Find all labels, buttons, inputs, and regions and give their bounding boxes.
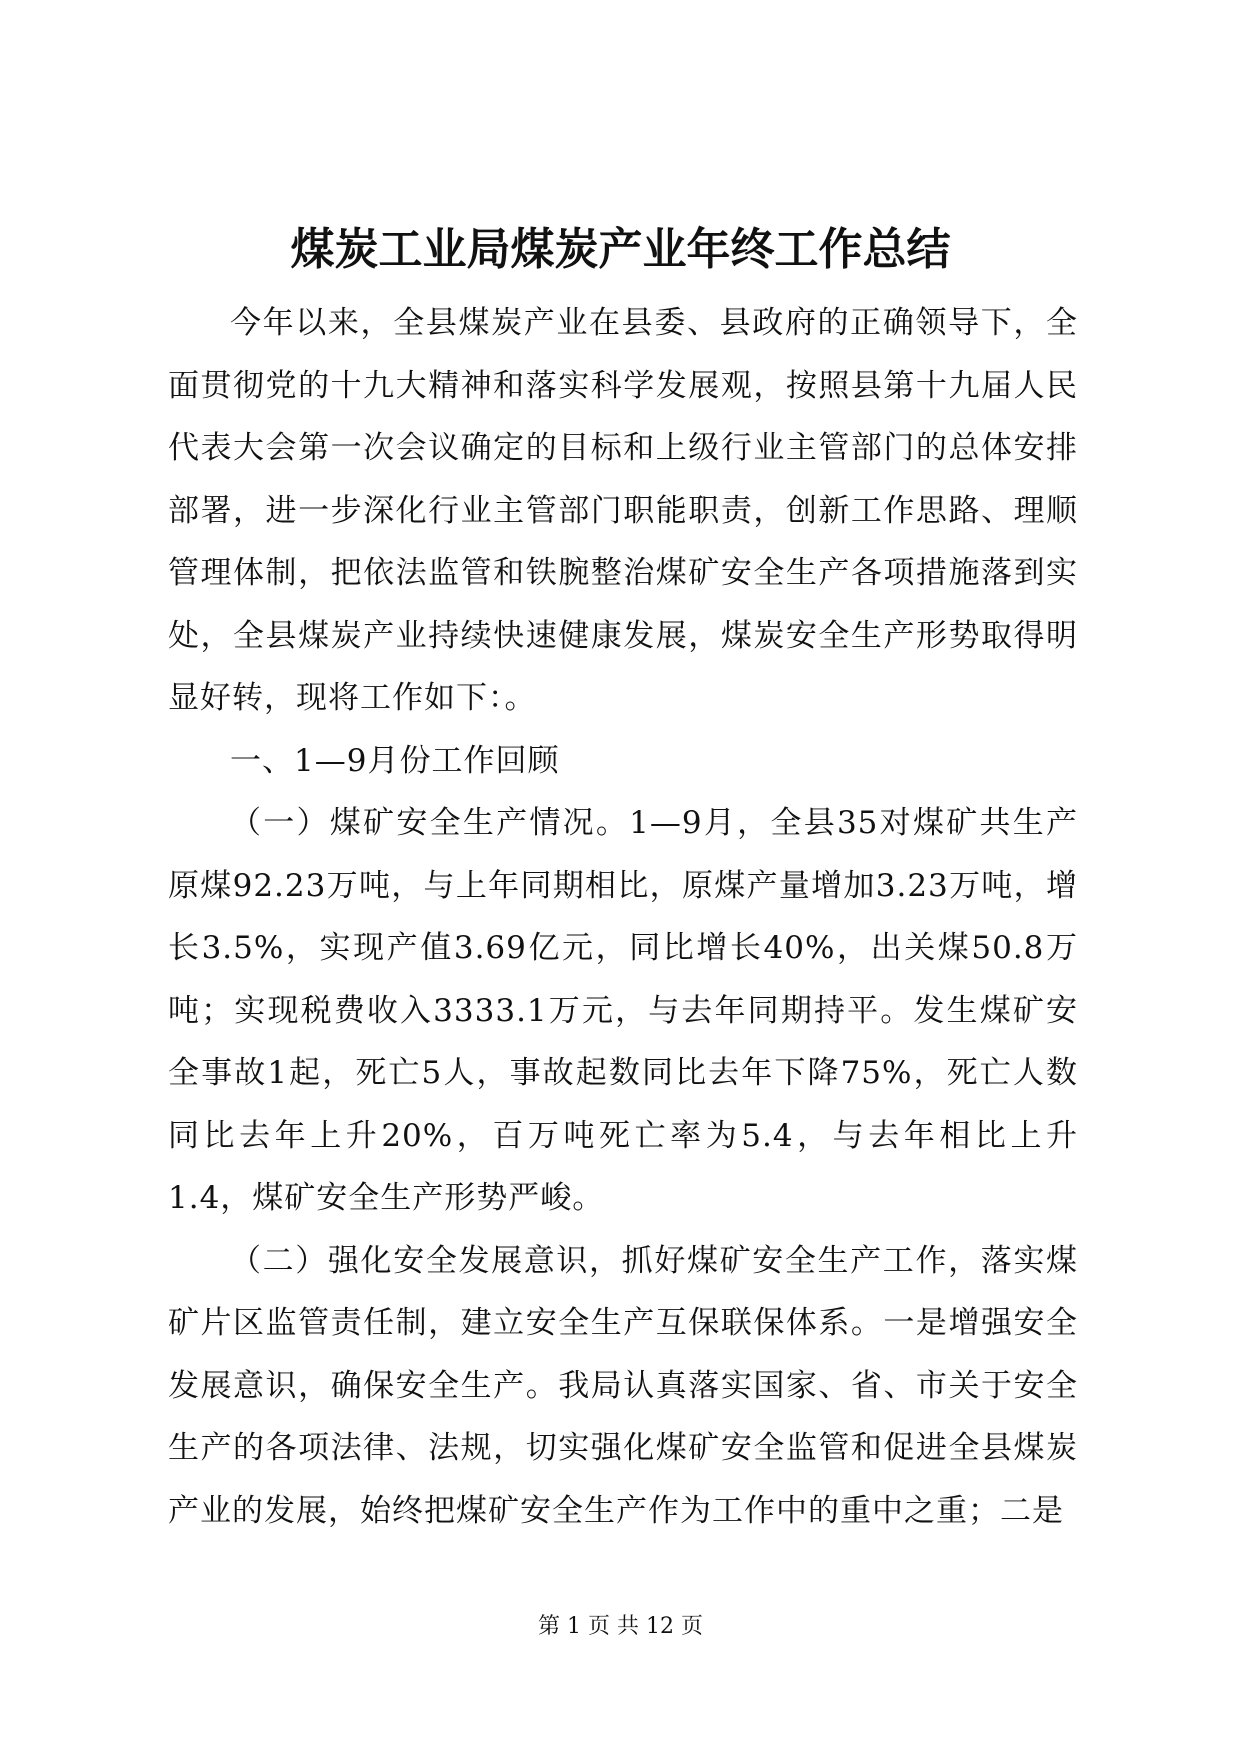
document-body xyxy=(168,292,1078,1542)
document-title: 煤炭工业局煤炭产业年终工作总结 xyxy=(290,224,951,275)
paragraph-safety-awareness: （二）强化安全发展意识，抓好煤矿安全生产工作，落实煤矿片区监管责任制，建立安全生产互保联保体系。一是增强安全发展意识，确保安全生产。我局认真落实国家、省、市关于安全生产的各项法律、法规，切实强化煤矿安全监管和促进全县煤炭产业的发展，始终把煤矿安全生产作为工作中的重中之重；二是 xyxy=(168,1242,1078,1529)
paragraph-safety-production: （一）煤矿安全生产情况。1—9月，全县35对煤矿共生产原煤92.23万吨，与上年同期相比，原煤产量增加3.23万吨，增长3.5%，实现产值3.69亿元，同比增长40%，出关煤50.8万吨；实现税费收入3333.1万元，与去年同期持平。发生煤矿安全事故1起，死亡5人，事故起数同比去年下降75%，死亡人数同比去年上升20%，百万吨死亡率为5.4，与去年相比上升1.4，煤矿安全生产形势严峻。 xyxy=(168,805,1078,1216)
page-footer: 第 1 页 共 12 页 xyxy=(538,1614,703,1639)
paragraph-intro: 今年以来，全县煤炭产业在县委、县政府的正确领导下，全面贯彻党的十九大精神和落实科学发展观，按照县第十九届人民代表大会第一次会议确定的目标和上级行业主管部门的总体安排部署，进一步深化行业主管部门职能职责，创新工作思路、理顺管理体制，把依法监管和铁腕整治煤矿安全生产各项措施落到实处，全县煤炭产业持续快速健康发展，煤炭安全生产形势取得明显好转，现将工作如下：。 xyxy=(168,305,1078,716)
section-heading-review: 一、1—9月份工作回顾 xyxy=(230,742,560,779)
